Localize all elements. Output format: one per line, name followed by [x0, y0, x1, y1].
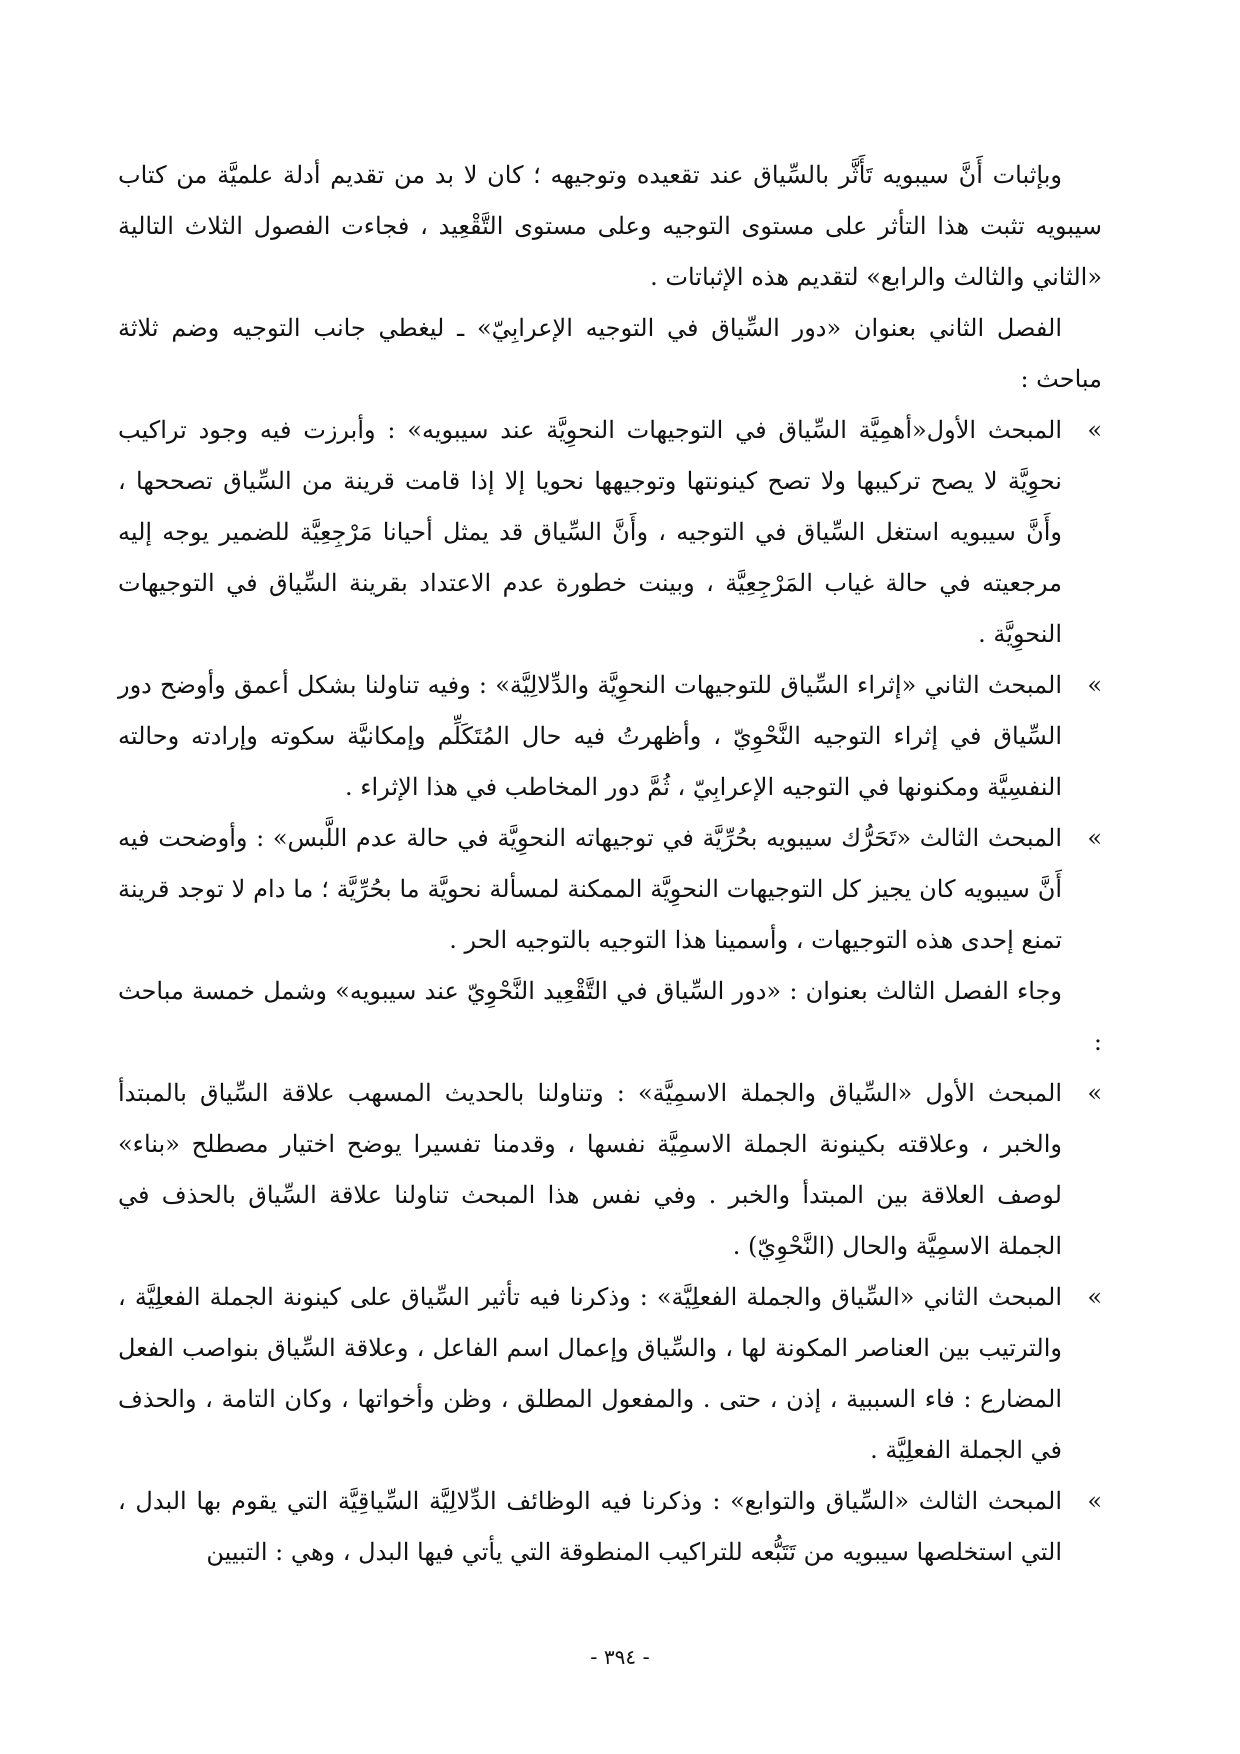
bullet-icon: »	[1087, 1283, 1102, 1311]
list-item-text: المبحث الأول«أهمِيَّة السِّياق في التوجيهات النحوِيَّة عند سيبويه» : وأبرزت فيه وجود تراكيب نحوِيَّة لا يصح تركيبها ولا تصح كينونتها وتوجيهها نحويا إلا إذا قامت قرينة من السِّياق تصححها ، وأَنَّ سيبويه استغل السِّياق في التوجيه ، وأَنَّ السِّياق قد يمثل أحيانا مَرْجِعِيَّة للضمير يوجه إليه مرجعيته في حالة غياب المَرْجِعِيَّة ، وبينت خطورة عدم الاعتداد بقرينة السِّياق في التوجيهات النحوِيَّة .	[118, 416, 1062, 648]
list-item	[118, 813, 1102, 966]
list-item-text: المبحث الثالث «تَحَرُّك سيبويه بحُرِّيَّة في توجيهاته النحوِيَّة في حالة عدم اللَّبس» : وأوضحت فيه أَنَّ سيبويه كان يجيز كل التوجيهات النحوِيَّة الممكنة لمسألة نحويَّة ما بحُرِّيَّة ؛ ما دام لا توجد قرينة تمنع إحدى هذه التوجيهات ، وأسمينا هذا التوجيه بالتوجيه الحر .	[118, 824, 1063, 954]
chapter-two-list	[118, 405, 1102, 966]
list-item	[118, 660, 1102, 813]
list-item	[118, 1272, 1102, 1476]
bullet-icon: »	[1087, 1079, 1102, 1107]
chapter-three-paragraph: وجاء الفصل الثالث بعنوان : «دور السِّياق في التَّقْعِيد النَّحْوِيّ عند سيبويه» وشمل خمسة مباحث :	[118, 977, 1102, 1056]
list-item-text: المبحث الثاني «السِّياق والجملة الفعلِيَّة» : وذكرنا فيه تأثير السِّياق على كينونة الجملة الفعلِيَّة ، والترتيب بين العناصر المكونة لها ، والسِّياق وإعمال اسم الفاعل ، وعلاقة السِّياق بنواصب الفعل المضارع : فاء السببية ، إذن ، حتى . والمفعول المطلق ، وظن وأخواتها ، وكان التامة ، والحذف في الجملة الفعلِيَّة .	[118, 1283, 1062, 1464]
document-body	[118, 150, 1102, 1578]
list-item	[118, 405, 1102, 660]
intro-paragraph: وبإثبات أَنَّ سيبويه تَأَثَّر بالسِّياق عند تقعيده وتوجيهه ؛ كان لا بد من تقديم أدلة علميَّة من كتاب سيبويه تثبت هذا التأثر على مستوى التوجيه وعلى مستوى التَّقْعِيد ، فجاءت الفصول الثلاث التالية «الثاني والثالث والرابع» لتقديم هذه الإثباتات .	[118, 161, 1102, 291]
bullet-icon: »	[1087, 824, 1102, 852]
bullet-icon: »	[1087, 671, 1102, 699]
chapter-three-list	[118, 1068, 1102, 1578]
chapter-two-paragraph: الفصل الثاني بعنوان «دور السِّياق في التوجيه الإعرابِيّ» ـ ليغطي جانب التوجيه وضم ثلاثة مباحث :	[118, 314, 1102, 393]
page-number: - ٣٩٤ -	[590, 1645, 650, 1669]
bullet-icon: »	[1087, 1487, 1102, 1515]
list-item-text: المبحث الثالث «السِّياق والتوابع» : وذكرنا فيه الوظائف الدِّلالِيَّة السِّياقِيَّة التي يقوم بها البدل ، التي استخلصها سيبويه من تَتَبُّعه للتراكيب المنطوقة التي يأتي فيها البدل ، وهي : التبيين	[118, 1487, 1062, 1566]
list-item-text: المبحث الثاني «إثراء السِّياق للتوجيهات النحوِيَّة والدِّلالِيَّة» : وفيه تناولنا بشكل أعمق وأوضح دور السِّياق في إثراء التوجيه النَّحْوِيّ ، وأظهرتُ فيه حال المُتَكَلِّم وإمكانيَّة سكوته وإرادته وحالته النفسِيَّة ومكنونها في التوجيه الإعرابِيّ ، ثُمَّ دور المخاطب في هذا الإثراء .	[118, 671, 1062, 801]
list-item	[118, 1068, 1102, 1272]
list-item	[118, 1476, 1102, 1578]
bullet-icon: »	[1087, 416, 1102, 444]
list-item-text: المبحث الأول «السِّياق والجملة الاسمِيَّة» : وتناولنا بالحديث المسهب علاقة السِّياق بالمبتدأ والخبر ، وعلاقته بكينونة الجملة الاسمِيَّة نفسها ، وقدمنا تفسيرا يوضح اختيار مصطلح «بناء» لوصف العلاقة بين المبتدأ والخبر . وفي نفس هذا المبحث تناولنا علاقة السِّياق بالحذف في الجملة الاسمِيَّة والحال (النَّحْوِيّ) .	[118, 1079, 1062, 1260]
